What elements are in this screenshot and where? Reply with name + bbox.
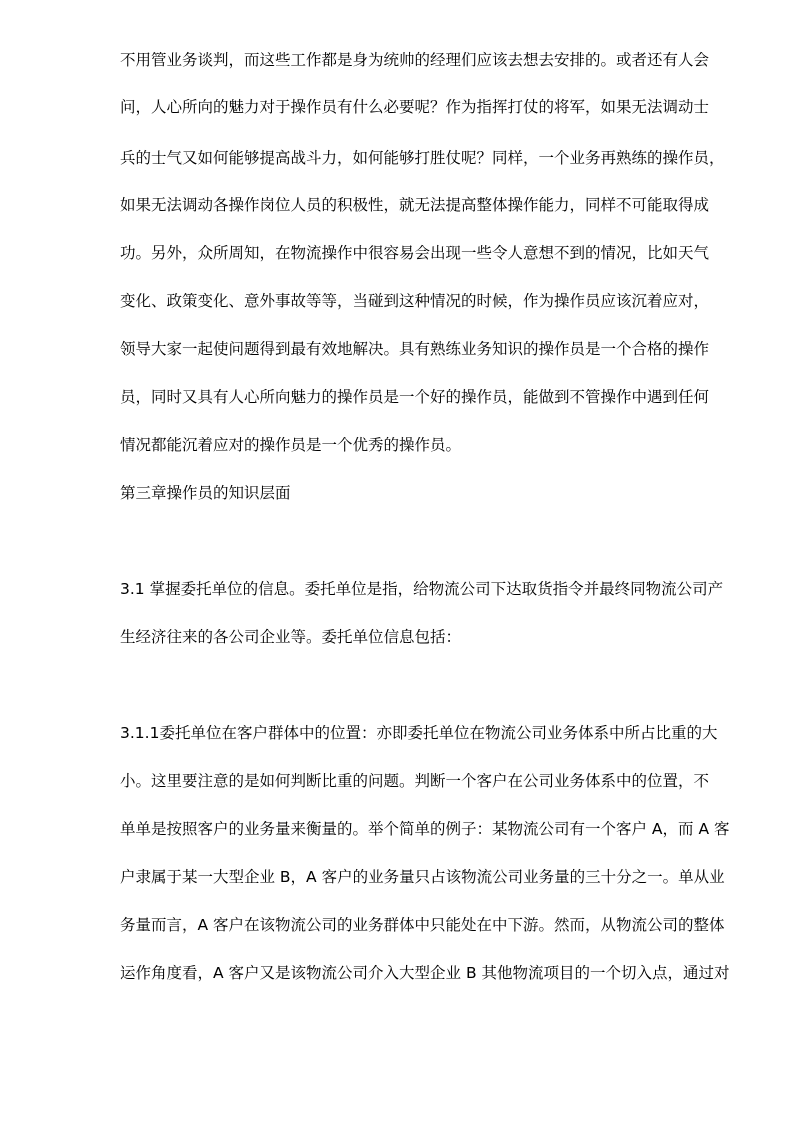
paragraph-line: 不用管业务谈判，而这些工作都是身为统帅的经理们应该去想去安排的。或者还有人会 bbox=[120, 51, 710, 69]
paragraph-line: 情况都能沉着应对的操作员是一个优秀的操作员。 bbox=[120, 436, 462, 454]
paragraph-line: 问，人心所向的魅力对于操作员有什么必要呢？作为指挥打仗的将军，如果无法调动士 bbox=[120, 98, 710, 116]
section-3-1-line: 生经济往来的各公司企业等。委托单位信息包括： bbox=[120, 628, 462, 646]
section-3-1-1-line: 小。这里要注意的是如何判断比重的问题。判断一个客户在公司业务体系中的位置，不 bbox=[120, 772, 710, 790]
section-3-1-1-line: 3.1.1委托单位在客户群体中的位置：亦即委托单位在物流公司业务体系中所占比重的大 bbox=[120, 724, 718, 742]
paragraph-line: 变化、政策变化、意外事故等等，当碰到这种情况的时候，作为操作员应该沉着应对， bbox=[120, 292, 710, 310]
section-3-1-1-line: 户隶属于某一大型企业 B，A 客户的业务量只占该物流公司业务量的三十分之一。单从业 bbox=[120, 868, 725, 886]
section-3-1-line: 3.1 掌握委托单位的信息。委托单位是指，给物流公司下达取货指令并最终同物流公司产 bbox=[120, 580, 724, 598]
paragraph-line: 功。另外，众所周知，在物流操作中很容易会出现一些令人意想不到的情况，比如天气 bbox=[120, 244, 710, 262]
chapter-heading: 第三章操作员的知识层面 bbox=[120, 484, 291, 502]
paragraph-line: 领导大家一起使问题得到最有效地解决。具有熟练业务知识的操作员是一个合格的操作 bbox=[120, 340, 710, 358]
paragraph-line: 员，同时又具有人心所向魅力的操作员是一个好的操作员，能做到不管操作中遇到任何 bbox=[120, 388, 710, 406]
section-3-1-1-line: 单单是按照客户的业务量来衡量的。举个简单的例子：某物流公司有一个客户 A，而 A 客 bbox=[120, 820, 730, 838]
paragraph-line: 如果无法调动各操作岗位人员的积极性，就无法提高整体操作能力，同样不可能取得成 bbox=[120, 196, 710, 214]
paragraph-line: 兵的士气又如何能够提高战斗力，如何能够打胜仗呢？同样，一个业务再熟练的操作员， bbox=[120, 149, 725, 167]
section-3-1-1-line: 务量而言，A 客户在该物流公司的业务群体中只能处在中下游。然而，从物流公司的整体 bbox=[120, 916, 725, 934]
section-3-1-1-line: 运作角度看，A 客户又是该物流公司介入大型企业 B 其他物流项目的一个切入点，通过对 bbox=[120, 964, 730, 982]
